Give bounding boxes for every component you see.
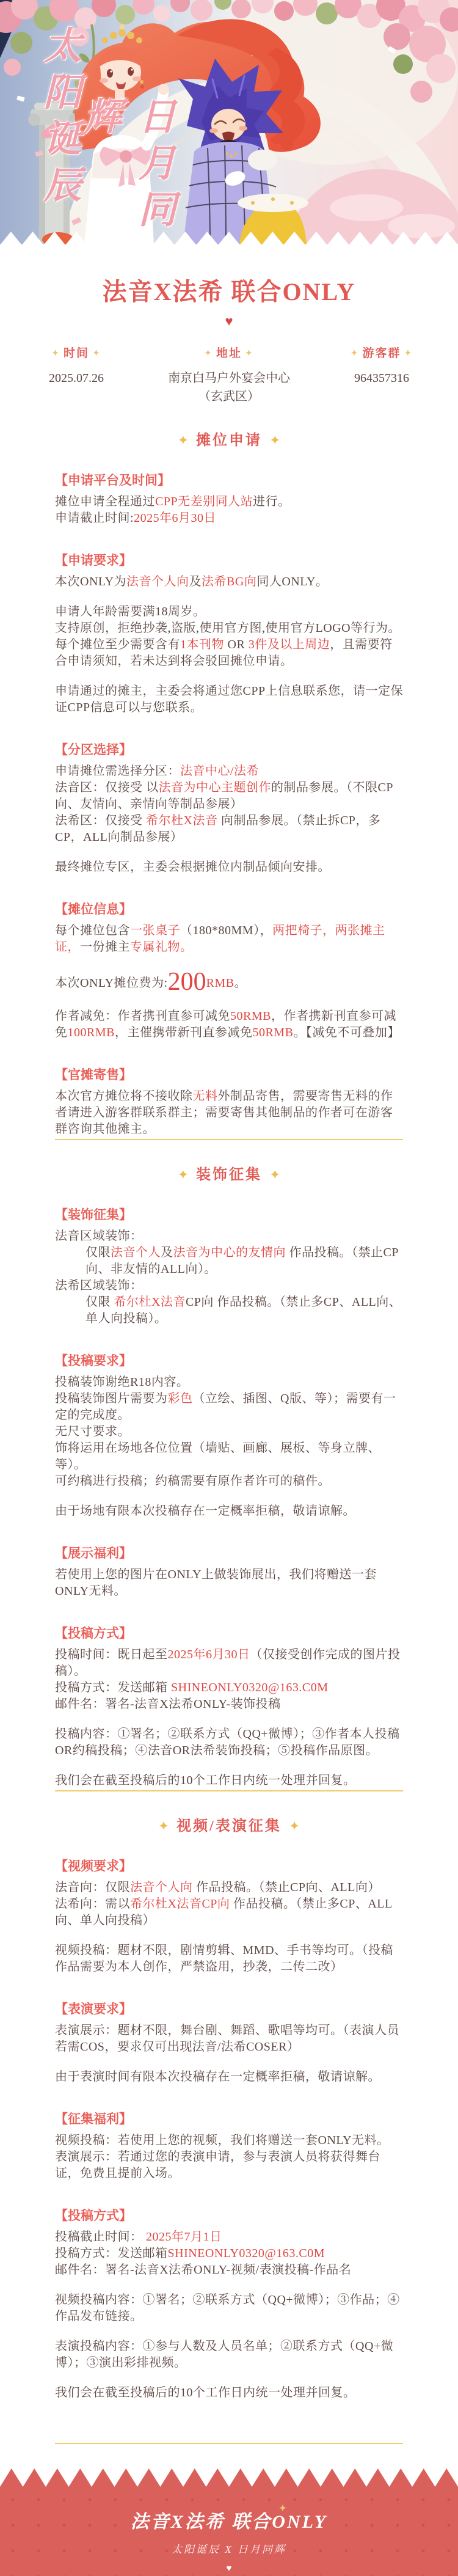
block-heading: 【投稿要求】 xyxy=(55,1353,132,1368)
text-run: 法音为中心的友情向 xyxy=(173,1246,286,1259)
paragraph xyxy=(55,1391,404,1424)
text-run: 邮件名：署名-法音X法希ONLY-视频/表演投稿-作品名 xyxy=(55,2263,352,2277)
paragraph xyxy=(55,1294,404,1327)
text-run: 法音区：仅接受 以 xyxy=(55,781,159,794)
paragraph xyxy=(55,2338,404,2371)
text-run: 视频投稿：若使用上您的视频，我们将赠送一套ONLY无料。 xyxy=(55,2134,390,2147)
text-run: 作者减免：作者携刊直参可减免 xyxy=(55,1009,230,1023)
text-run: 法希区域装饰： xyxy=(55,1279,143,1292)
sparkle-icon: ✦ xyxy=(404,348,413,357)
text-run: 进行。 xyxy=(253,495,291,508)
info-visitor-group xyxy=(305,344,458,406)
text-run: 作品投稿。（禁止CP向、非友情的ALL向）。 xyxy=(85,1246,399,1276)
paragraph xyxy=(55,2385,404,2401)
section-content xyxy=(55,1858,404,2401)
paragraph xyxy=(55,1726,404,1759)
text-run: 可约稿进行投稿；约稿需要有原作者许可的稿件。 xyxy=(55,1474,330,1488)
block-heading: 【申请要求】 xyxy=(55,553,132,568)
section-1 xyxy=(0,426,458,1138)
content-block xyxy=(55,2001,404,2085)
text-run: 法音中心/法希 xyxy=(180,764,260,778)
text-run: 投稿时间：既日起至 xyxy=(55,1648,168,1661)
text-run: OR xyxy=(224,638,249,651)
sparkle-icon: ✦ xyxy=(288,1818,300,1834)
section-header xyxy=(0,1813,458,1835)
text-run: 法希向：需以 xyxy=(55,1897,130,1911)
paragraph xyxy=(55,510,404,527)
text-run: 50RMB xyxy=(252,1026,294,1039)
text-run: 视频投稿内容：①署名；②联系方式（QQ+微博）；③作品；④作品发布链接。 xyxy=(55,2293,400,2323)
section-title: 装饰征集 xyxy=(196,1167,262,1183)
content-block xyxy=(55,1625,404,1789)
paragraph xyxy=(55,637,404,670)
content-block xyxy=(55,1207,404,1327)
block-heading: 【装饰征集】 xyxy=(55,1207,132,1222)
section-title: 摊位申请 xyxy=(196,433,262,448)
heart-icon: ♥ xyxy=(225,313,233,329)
text-run: ，主催携带新刊直参减免 xyxy=(114,1026,253,1039)
paragraph xyxy=(55,780,404,813)
text-run: 仅限 xyxy=(85,1246,111,1259)
paragraph xyxy=(55,1567,404,1600)
paragraph xyxy=(55,1647,404,1680)
text-run: 无料 xyxy=(192,1089,218,1103)
content-block xyxy=(55,1858,404,1975)
text-run: 2025年6月30日 xyxy=(167,1648,250,1661)
paragraph xyxy=(55,2132,404,2149)
text-run: 投稿装饰谢绝R18内容。 xyxy=(55,1375,189,1389)
calligraphy-col1: 太阳诞辰 xyxy=(38,26,79,211)
section-2 xyxy=(0,1138,458,1789)
sparkle-icon: ✦ xyxy=(245,348,253,357)
paragraph xyxy=(55,969,404,995)
paragraph xyxy=(55,1680,404,1696)
paragraph xyxy=(55,494,404,510)
text-run: 两把椅子， xyxy=(272,924,335,937)
text-run: 邮件名：署名-法音X法希ONLY-装饰投稿 xyxy=(55,1697,281,1711)
section-header xyxy=(0,1162,458,1184)
paragraph xyxy=(55,1008,404,1041)
footer xyxy=(0,2443,458,2576)
text-run: 专属礼物。 xyxy=(130,940,193,954)
footer-divider xyxy=(55,2443,403,2444)
info-visitor-group-label: ✦ 游客群 ✦ xyxy=(305,344,458,360)
text-run: ，作者携新刊直参可减免 xyxy=(55,1009,396,1039)
text-run: 本次ONLY摊位费为: xyxy=(55,976,168,990)
text-run: 1本刊物 xyxy=(180,638,224,651)
block-heading: 【视频要求】 xyxy=(55,1859,132,1873)
text-run: 申请截止时间: xyxy=(55,511,134,525)
content-block xyxy=(55,1067,404,1138)
paragraph xyxy=(55,1278,404,1294)
paragraph xyxy=(55,2149,404,2182)
text-run: 3件及以上周边 xyxy=(248,638,330,651)
title-block xyxy=(0,244,458,406)
paragraph xyxy=(55,604,404,620)
text-run: 最终摊位专区，主委会根据摊位内制品倾向安排。 xyxy=(55,860,330,874)
block-heading: 【分区选择】 xyxy=(55,742,132,757)
text-run: 饰将运用在场地各位位置（墙贴、画廊、展板、等身立牌、等）。 xyxy=(55,1441,380,1471)
paragraph xyxy=(55,813,404,846)
text-run: 由于场地有限本次投稿存在一定概率拒稿，敬请谅解。 xyxy=(55,1504,355,1518)
hero-zigzag-edge xyxy=(0,232,458,244)
info-time-label: ✦ 时间 ✦ xyxy=(0,344,153,360)
paragraph xyxy=(55,1374,404,1391)
sparkle-icon: ✦ xyxy=(177,433,189,448)
paragraph xyxy=(55,923,404,956)
footer-zigzag-edge xyxy=(0,2468,458,2487)
text-run: 法音向：仅限 xyxy=(55,1881,130,1894)
section-content xyxy=(55,472,404,1138)
content-block xyxy=(55,2111,404,2182)
text-run: 支持原创，拒绝抄袭,盗版,使用官方图,使用官方LOGO等行为。 xyxy=(55,621,401,635)
sparkle-icon: ✦ xyxy=(93,348,101,357)
text-run: 希尔杜X法音CP向 xyxy=(130,1897,230,1911)
text-run: SHINEONLY0320@163.C0M xyxy=(171,1681,329,1694)
text-run: 两张摊主证， xyxy=(55,924,385,954)
text-run: 。 xyxy=(234,976,247,990)
paragraph xyxy=(55,1245,404,1278)
paragraph xyxy=(55,2069,404,2085)
text-run: 作品投稿。（禁止多CP、ALL向、单人向投稿） xyxy=(55,1897,393,1927)
text-run: CP向 作品投稿。（禁止多CP、ALL向、单人向投稿）。 xyxy=(85,1295,402,1325)
text-run: 2025年7月1日 xyxy=(146,2230,222,2244)
text-run: 法音为中心主题创作 xyxy=(158,781,271,794)
text-run: 申请人年龄需要满18周岁。 xyxy=(55,605,206,618)
text-run: 表演展示：题材不限，舞台剧、舞蹈、歌唱等均可。（表演人员若需COS，要求仅可出现法音/法希COSER） xyxy=(55,2024,399,2054)
paragraph xyxy=(55,1942,404,1975)
section-content xyxy=(55,1207,404,1789)
info-time-value: 2025.07.26 xyxy=(49,371,104,385)
footer-subtitle: 太阳诞辰 X 日月同辉 xyxy=(172,2544,286,2555)
paragraph xyxy=(55,2229,404,2245)
text-run: 法音个人向 xyxy=(130,1881,193,1894)
text-run: 一张桌子 xyxy=(130,924,180,937)
sparkle-icon: ✦ xyxy=(351,348,359,357)
content-block xyxy=(55,472,404,527)
block-heading: 【征集福利】 xyxy=(55,2112,132,2126)
paragraph xyxy=(55,859,404,876)
sparkle-icon: ✦ xyxy=(177,1167,189,1182)
text-run: CPP无差别同人站 xyxy=(155,495,253,508)
paragraph xyxy=(55,1696,404,1713)
section-header xyxy=(0,428,458,449)
text-run: 申请摊位需选择分区： xyxy=(55,764,180,778)
text-run: 希尔杜X法音 xyxy=(146,814,218,827)
text-run: 无尺寸要求。 xyxy=(55,1425,130,1438)
paragraph xyxy=(55,2292,404,2325)
text-run: 投稿截止时间： xyxy=(55,2230,146,2244)
paragraph xyxy=(55,2262,404,2278)
content-block xyxy=(55,901,404,1041)
block-heading: 【官摊寄售】 xyxy=(55,1067,132,1082)
text-run: 法音个人 xyxy=(111,1246,161,1259)
calligraphy-col2: 日月同辉 xyxy=(78,97,174,236)
text-run: （仅接受创作完成的图片投稿）。 xyxy=(55,1648,401,1678)
text-run: 希尔杜X法音 xyxy=(114,1295,186,1309)
text-run: SHINEONLY0320@163.C0M xyxy=(167,2247,325,2260)
block-heading: 【摊位信息】 xyxy=(55,902,132,917)
paragraph xyxy=(55,1088,404,1138)
sections-container xyxy=(0,406,458,2438)
text-run: 投稿方式：发送邮箱 xyxy=(55,2247,168,2260)
paragraph xyxy=(55,1773,404,1789)
info-address-label: ✦ 地址 ✦ xyxy=(153,344,305,360)
text-run: 。【减免不可叠加】 xyxy=(293,1026,400,1039)
text-run: 的制品参展。（不限CP向、友情向、亲情向等制品参展） xyxy=(55,781,393,811)
paragraph xyxy=(55,1424,404,1440)
text-run: 外制品寄售，需要寄售无料的作者请进入游客群联系群主；需要寄售其他制品的作者可在游客群咨询其他摊主。 xyxy=(55,1089,393,1136)
page-title: 法音X法希 联合ONLY xyxy=(102,278,356,306)
text-run: 彩色 xyxy=(167,1392,193,1405)
text-run: 由于表演时间有限本次投稿存在一定概率拒稿，敬请谅解。 xyxy=(55,2070,380,2084)
text-run: 一份摊主 xyxy=(80,940,130,954)
content-block xyxy=(55,742,404,876)
text-run: 申请通过的摊主，主委会将通过您CPP上信息联系您，请一定保证CPP信息可以与您联系。 xyxy=(55,684,404,714)
paragraph xyxy=(55,1896,404,1929)
paragraph xyxy=(55,2022,404,2055)
block-heading: 【投稿方式】 xyxy=(55,1626,132,1641)
text-run: 同人ONLY。 xyxy=(256,575,329,588)
sparkle-icon: ✦ xyxy=(205,348,213,357)
sparkle-icon: ✦ xyxy=(269,433,281,448)
text-run: 摊位申请全程通过 xyxy=(55,495,155,508)
text-run: 及 xyxy=(161,1246,173,1259)
text-run: 我们会在截至投稿后的10个工作日内统一处理并回复。 xyxy=(55,1774,356,1787)
paragraph xyxy=(55,1473,404,1490)
text-run: （180*80MM）， xyxy=(180,924,273,937)
text-run: 仅限 xyxy=(85,1295,114,1309)
paragraph xyxy=(55,1503,404,1520)
text-run: 本次官方摊位将不接收除 xyxy=(55,1089,193,1103)
text-run: 若使用上您的图片在ONLY上做装饰展出，我们将赠送一套ONLY无料。 xyxy=(55,1568,377,1598)
hero-illustration xyxy=(0,0,458,244)
text-run: 法希BG向 xyxy=(202,575,257,588)
paragraph xyxy=(55,1228,404,1245)
paragraph xyxy=(55,2245,404,2262)
hero-banner xyxy=(0,0,458,244)
paragraph xyxy=(55,683,404,716)
text-run: 200 xyxy=(167,968,206,996)
paragraph xyxy=(55,574,404,590)
info-row xyxy=(0,344,458,406)
text-run: 表演展示：若通过您的表演申请，参与表演人员将获得舞台证，免费且提前入场。 xyxy=(55,2150,380,2180)
block-heading: 【投稿方式】 xyxy=(55,2208,132,2223)
footer-banner xyxy=(0,2487,458,2576)
section-divider xyxy=(55,1790,403,1791)
paragraph xyxy=(55,1440,404,1473)
info-address xyxy=(153,344,305,406)
section-3 xyxy=(0,1789,458,2438)
paragraph xyxy=(55,1879,404,1896)
content-block xyxy=(55,2208,404,2401)
sparkle-icon: ✦ xyxy=(158,1818,170,1834)
block-heading: 【表演要求】 xyxy=(55,2002,132,2016)
text-run: 表演投稿内容：①参与人数及人员名单；②联系方式（QQ+微博）；③演出彩排视频。 xyxy=(55,2340,394,2369)
content-block xyxy=(55,552,404,716)
text-run: ，且需要符合申请须知，若未达到将会驳回摊位申请。 xyxy=(55,638,393,668)
text-run: 我们会在截至投稿后的10个工作日内统一处理并回复。 xyxy=(55,2386,356,2399)
text-run: 本次ONLY为 xyxy=(55,575,127,588)
text-run: （立绘、插图、Q版、等）；需要有一定的完成度。 xyxy=(55,1392,396,1422)
text-run: 向制品参展。（禁止拆CP，多CP，ALL向制品参展） xyxy=(55,814,381,844)
paragraph xyxy=(55,620,404,637)
text-run: 法希区：仅接受 xyxy=(55,814,146,827)
info-visitor-group-value: 964357316 xyxy=(354,371,409,385)
text-run: 及 xyxy=(189,575,202,588)
text-run: 投稿方式：发送邮箱 xyxy=(55,1681,171,1694)
text-run: 2025年6月30日 xyxy=(134,511,217,525)
sparkle-icon: ✦ xyxy=(278,2504,289,2514)
info-address-value: 南京白马户外宴会中心 （玄武区） xyxy=(168,371,290,403)
text-run: 100RMB xyxy=(67,1026,115,1039)
content-block xyxy=(55,1545,404,1600)
text-run: RMB xyxy=(206,976,234,990)
text-run: 50RMB xyxy=(230,1009,271,1023)
content-block xyxy=(55,1353,404,1520)
text-run: 视频投稿：题材不限，剧情剪辑、MMD、手书等均可。（投稿作品需要为本人创作，严禁盗用，抄袭，二传二改） xyxy=(55,1944,394,1974)
text-run: 每个摊位包含 xyxy=(55,924,130,937)
footer-title: 法音X法希 联合ONLY ✦ xyxy=(130,2504,328,2532)
section-divider xyxy=(55,1139,403,1140)
paragraph xyxy=(55,763,404,780)
sparkle-icon: ✦ xyxy=(269,1167,281,1182)
section-title: 视频/表演征集 xyxy=(176,1818,282,1834)
block-heading: 【申请平台及时间】 xyxy=(55,473,170,488)
text-run: 法音个人向 xyxy=(126,575,189,588)
info-time xyxy=(0,344,153,406)
text-run: 每个摊位至少需要含有 xyxy=(55,638,180,651)
text-run: 法音区域装饰： xyxy=(55,1229,143,1243)
sparkle-icon: ✦ xyxy=(52,348,60,357)
block-heading: 【展示福利】 xyxy=(55,1546,132,1561)
text-run: 作品投稿。（禁止CP向、ALL向） xyxy=(192,1881,380,1894)
text-run: 投稿装饰图片需要为 xyxy=(55,1392,168,1405)
footer-heart-icon: ♥ xyxy=(226,2564,232,2574)
text-run: 投稿内容：①署名；②联系方式（QQ+微博）；③作者本人投稿OR约稿投稿；④法音OR法希装饰投稿；⑤投稿作品原图。 xyxy=(55,1727,400,1757)
